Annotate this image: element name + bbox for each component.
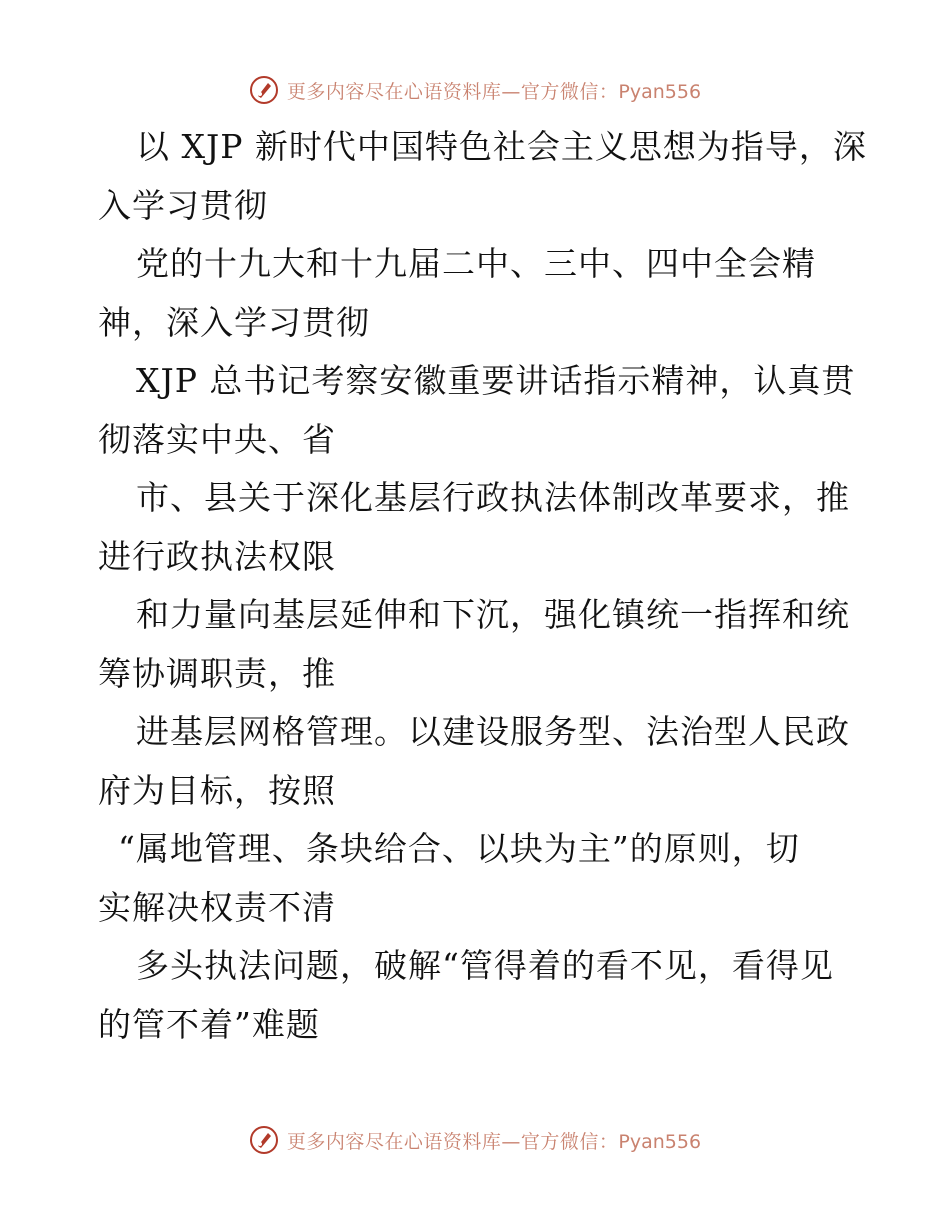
header-watermark [0,70,950,110]
text-line: 入学习贯彻 [98,185,268,225]
text-line: 府为目标，按照 [98,770,336,810]
text-line: 神，深入学习贯彻 [98,302,370,342]
text-line: “属地管理、条块给合、以块为主”的原则，切 [118,829,800,868]
text-line: 实解决权责不清 [98,887,336,927]
text-line: 进行政执法权限 [98,536,336,576]
text-line: 多头执法问题，破解“管得着的看不见，看得见 [136,946,834,985]
text-line: 进基层网格管理。以建设服务型、法治型人民政 [136,712,850,751]
text-line: 和力量向基层延伸和下沉，强化镇统一指挥和统 [136,595,850,634]
text-line: 彻落实中央、省 [98,419,336,459]
pen-nib-logo-icon [249,75,279,105]
footer-watermark [0,1120,950,1160]
pen-nib-logo-icon [249,1125,279,1155]
document-body [98,118,867,1054]
text-line: 党的十九大和十九届二中、三中、四中全会精 [136,244,816,283]
text-line: 以 XJP 新时代中国特色社会主义思想为指导，深 [136,127,867,166]
text-line: 的管不着”难题 [98,1004,320,1044]
watermark-text: 更多内容尽在心语资料库—官方微信：Pyan556 [286,1130,702,1153]
text-line: 筹协调职责，推 [98,653,336,693]
text-line: 市、县关于深化基层行政执法体制改革要求，推 [136,478,850,517]
watermark-text: 更多内容尽在心语资料库—官方微信：Pyan556 [286,80,702,103]
text-line: XJP 总书记考察安徽重要讲话指示精神，认真贯 [136,361,856,400]
